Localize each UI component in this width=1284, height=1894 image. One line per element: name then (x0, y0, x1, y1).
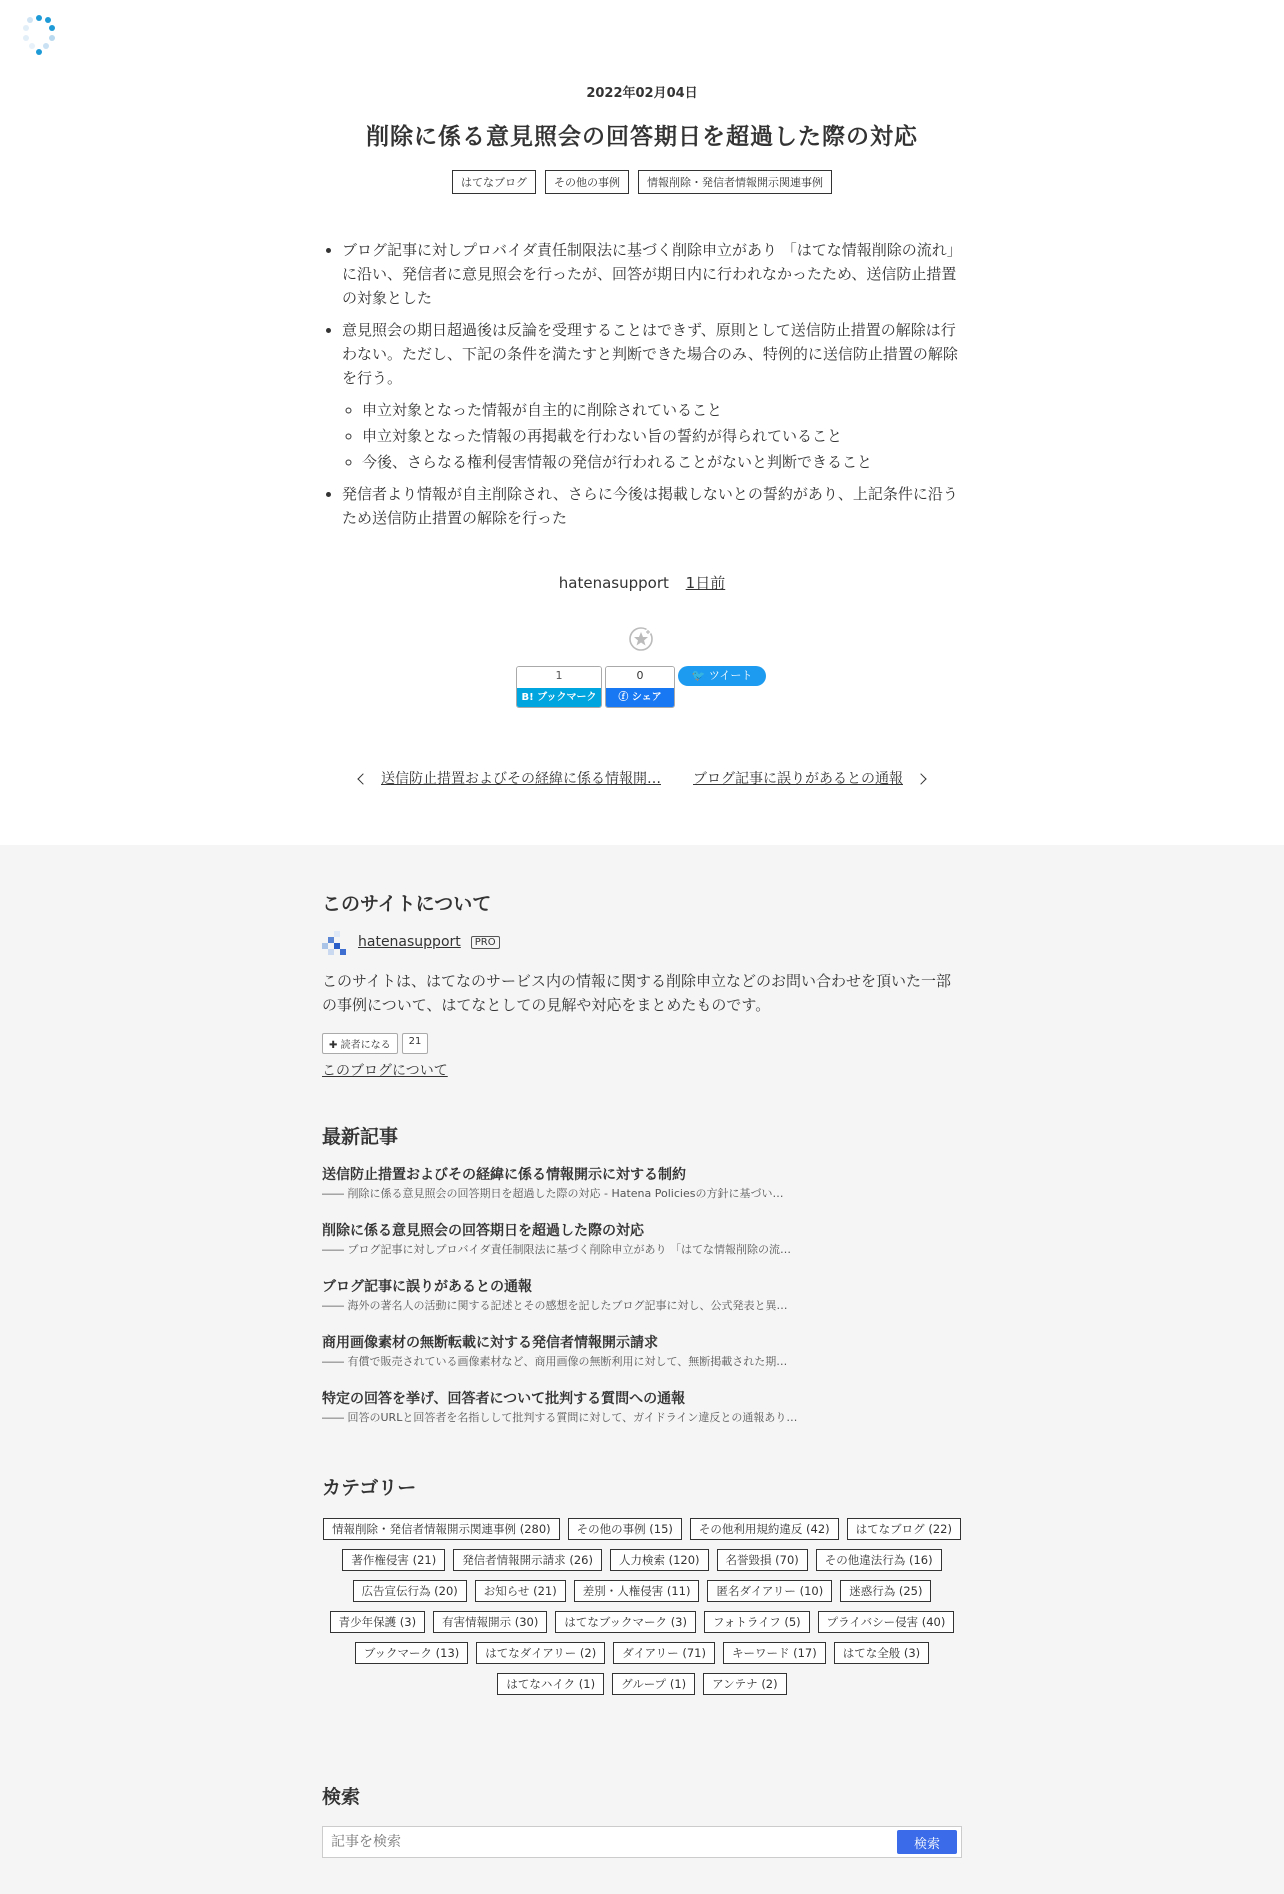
category-link[interactable]: はてなハイク (1) (497, 1673, 604, 1695)
recent-summary: ―― 海外の著名人の活動に関する記述とその感想を記したブログ記事に対し、公式発表と異… (322, 1299, 788, 1312)
hatena-logo-icon[interactable] (18, 14, 60, 56)
subscribe-button[interactable] (322, 1033, 398, 1054)
category-link[interactable]: その他の事例 (15) (568, 1518, 682, 1540)
bullet-item: • 発信者より情報が自主削除され、さらに今後は掲載しないとの誓約があり、上記条件に沿うため送信防止措置の解除を行った (342, 482, 962, 530)
recent-summary: ―― ブログ記事に対しプロバイダ責任制限法に基づく削除申立があり 「はてな情報削除の流… (322, 1243, 791, 1256)
recent-list (322, 1165, 962, 1445)
article-tags (0, 170, 1284, 194)
next-article-link[interactable]: ブログ記事に誤りがあるとの通報 (693, 771, 903, 787)
share-count: 0 (606, 667, 674, 688)
subscribe-label: 読者になる (340, 1040, 391, 1051)
list-item (322, 1333, 962, 1371)
subscribe (322, 1033, 962, 1054)
bullet-text: 意見照会の期日超過後は反論を受理することはできず、原則として送信防止措置の解除は行わない。ただし、下記の条件を満たすと判断できた場合のみ、特例的に送信防止措置の解除を行う。 (342, 321, 958, 387)
category-link[interactable]: 迷惑行為 (25) (840, 1580, 931, 1602)
site-description: このサイトは、はてなのサービス内の情報に関する削除申立などのお問い合わせを頂いた一部の事例について、はてなとしての見解や対応をまとめたものです。 (322, 972, 951, 1014)
bullet-item: • ブログ記事に対しプロバイダ責任制限法に基づく削除申立があり 「はてな情報削除の流れ」に沿い、発信者に意見照会を行ったが、回答が期日内に行われなかったため、送信防止措置の対象とした (342, 238, 962, 310)
prev-article-link[interactable]: 送信防止措置およびその経緯に係る情報開… (381, 771, 661, 787)
list-item (322, 1221, 962, 1259)
subscriber-count: 21 (402, 1033, 429, 1054)
category-link[interactable]: はてなブログ (22) (847, 1518, 961, 1540)
hatena-bookmark-button[interactable] (516, 666, 602, 708)
category-link[interactable]: その他違法行為 (16) (816, 1549, 942, 1571)
category-link[interactable]: 匿名ダイアリー (10) (707, 1580, 832, 1602)
tweet-label: ツイート (708, 669, 753, 682)
post-time-link[interactable]: 1日前 (685, 574, 726, 592)
recent-summary: ―― 回答のURLと回答者を名指しして批判する質問に対して、ガイドライン違反との通報あり… (322, 1411, 798, 1424)
bookmark-label: B! ブックマーク (517, 688, 601, 707)
article-body (322, 238, 962, 538)
chevron-left-icon (357, 773, 368, 784)
category-link[interactable]: 差別・人権侵害 (11) (574, 1580, 700, 1602)
profile (322, 929, 962, 955)
bullet-item (342, 318, 962, 474)
list-item (322, 1165, 962, 1203)
article-date: 2022年02月04日 (586, 86, 698, 101)
facebook-icon: ⓕ (618, 692, 629, 703)
category-link[interactable]: キーワード (17) (723, 1642, 826, 1664)
tag-link[interactable]: 情報削除・発信者情報開示関連事例 (638, 170, 832, 194)
search-form (322, 1826, 962, 1858)
categories-title: カテゴリー (322, 1477, 417, 1499)
plus-icon: ✚ (329, 1040, 338, 1051)
search-button[interactable]: 検索 (897, 1830, 957, 1854)
category-link[interactable]: 広告宣伝行為 (20) (353, 1580, 467, 1602)
category-link[interactable]: お知らせ (21) (475, 1580, 566, 1602)
category-link[interactable]: はてな全般 (3) (834, 1642, 929, 1664)
recent-article-link[interactable]: ブログ記事に誤りがあるとの通報 (322, 1279, 532, 1295)
recent-summary: ―― 削除に係る意見照会の回答期日を超過した際の対応 - Hatena Policiesの方針に基づい… (322, 1187, 784, 1200)
avatar[interactable] (322, 929, 348, 955)
bookmark-count: 1 (517, 667, 601, 688)
category-link[interactable]: はてなブックマーク (3) (555, 1611, 696, 1633)
sub-bullet-item: ◦ 今後、さらなる権利侵害情報の発信が行われることがないと判断できること (362, 450, 962, 474)
twitter-icon: 🐦 (691, 669, 706, 682)
recent-article-link[interactable]: 送信防止措置およびその経緯に係る情報開示に対する制約 (322, 1167, 686, 1183)
profile-user-link[interactable]: hatenasupport (358, 934, 461, 950)
category-link[interactable]: 青少年保護 (3) (330, 1611, 425, 1633)
pager (0, 768, 1284, 788)
category-link[interactable]: プライバシー侵害 (40) (818, 1611, 955, 1633)
about-blog-link[interactable]: このブログについて (322, 1063, 448, 1079)
recent-article-link[interactable]: 商用画像素材の無断転載に対する発信者情報開示請求 (322, 1335, 658, 1351)
sidebar-footer (0, 845, 1284, 1894)
category-link[interactable]: 著作権侵害 (21) (342, 1549, 445, 1571)
share-buttons (516, 666, 766, 708)
category-link[interactable]: 人力検索 (120) (610, 1549, 709, 1571)
list-item (322, 1277, 962, 1315)
search-title: 検索 (322, 1786, 361, 1808)
category-link[interactable]: ブックマーク (13) (355, 1642, 468, 1664)
add-star-icon[interactable] (628, 626, 654, 652)
share-label: シェア (631, 692, 662, 703)
category-link[interactable]: 情報削除・発信者情報開示関連事例 (280) (323, 1518, 560, 1540)
category-link[interactable]: グループ (1) (612, 1673, 695, 1695)
tweet-button[interactable] (678, 666, 766, 686)
sub-bullet-item: ◦ 申立対象となった情報の再掲載を行わない旨の誓約が得られていること (362, 424, 962, 448)
chevron-right-icon (915, 773, 926, 784)
tag-link[interactable]: はてなブログ (452, 170, 536, 194)
category-link[interactable]: 有害情報開示 (30) (433, 1611, 547, 1633)
search-input[interactable] (323, 1833, 897, 1851)
pro-badge: PRO (471, 936, 500, 949)
category-list (322, 1518, 962, 1695)
sub-bullet-item: ◦ 申立対象となった情報が自主的に削除されていること (362, 398, 962, 422)
author-name: hatenasupport (558, 574, 669, 592)
tag-link[interactable]: その他の事例 (545, 170, 629, 194)
category-link[interactable]: 名誉毀損 (70) (717, 1549, 808, 1571)
recent-article-link[interactable]: 削除に係る意見照会の回答期日を超過した際の対応 (322, 1223, 644, 1239)
category-link[interactable]: その他利用規約違反 (42) (690, 1518, 839, 1540)
category-link[interactable]: フォトライフ (5) (704, 1611, 810, 1633)
facebook-share-button[interactable] (605, 666, 675, 708)
recent-article-link[interactable]: 特定の回答を挙げ、回答者について批判する質問への通報 (322, 1391, 686, 1407)
category-link[interactable]: 発信者情報開示請求 (26) (453, 1549, 602, 1571)
category-link[interactable]: はてなダイアリー (2) (476, 1642, 605, 1664)
recent-summary: ―― 有償で販売されている画像素材など、商用画像の無断利用に対して、無断掲載された期… (322, 1355, 788, 1368)
category-link[interactable]: アンテナ (2) (703, 1673, 787, 1695)
about-title: このサイトについて (322, 893, 492, 915)
author-line (0, 572, 1284, 593)
list-item (322, 1389, 962, 1427)
recent-title: 最新記事 (322, 1126, 399, 1148)
article-title: 削除に係る意見照会の回答期日を超過した際の対応 (366, 124, 918, 150)
category-link[interactable]: ダイアリー (71) (613, 1642, 715, 1664)
